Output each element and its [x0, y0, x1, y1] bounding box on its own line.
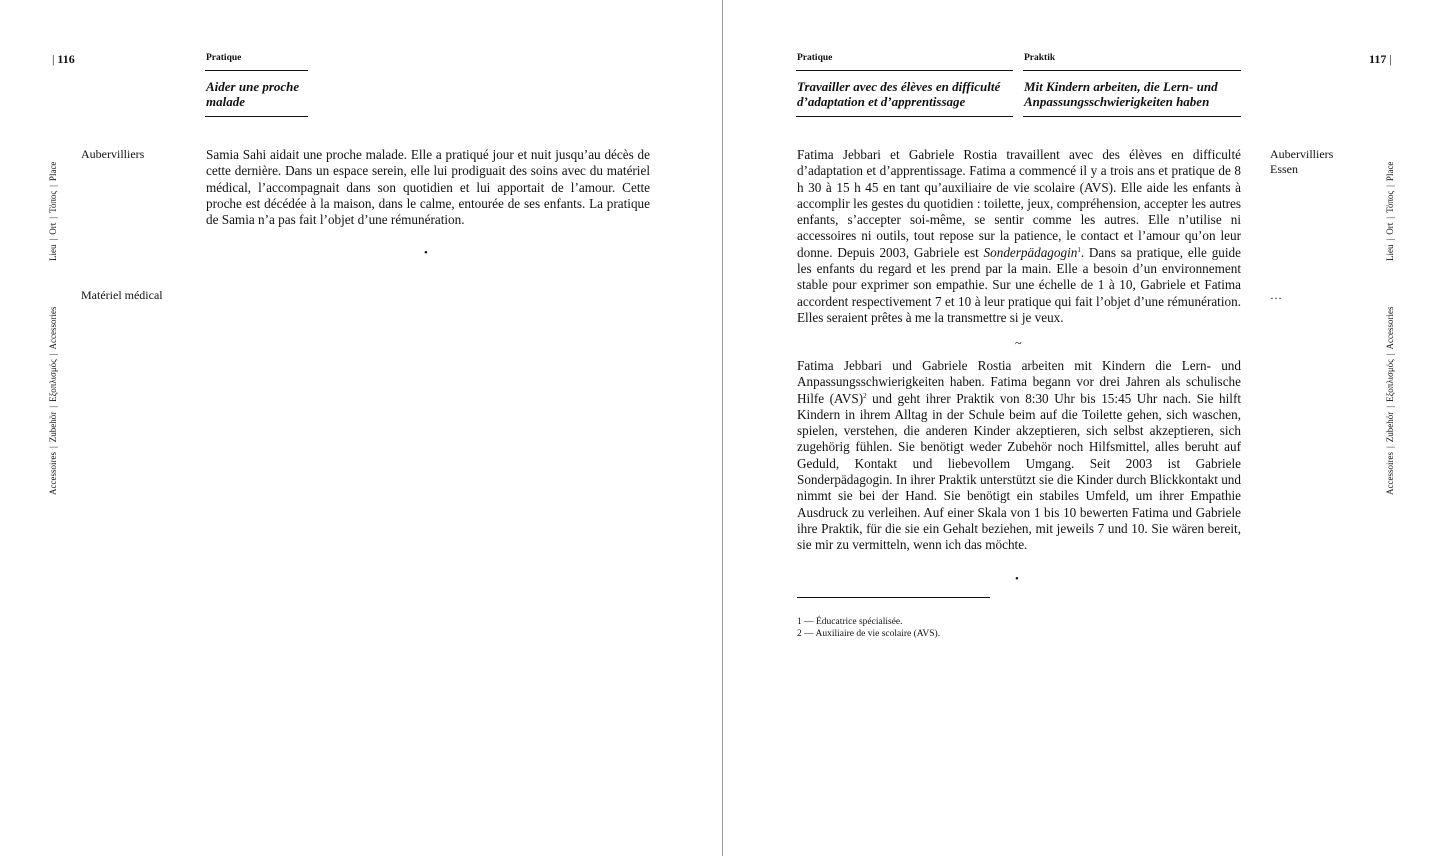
folio-bar: | — [52, 52, 55, 66]
practice-title: Aider une proche malade — [206, 79, 300, 109]
vertical-label-item: Zubehör — [1385, 411, 1395, 443]
vertical-label-item: Place — [1385, 161, 1395, 182]
section-label-fr: Pratique — [797, 53, 833, 63]
vertical-label-accessories — [48, 306, 58, 495]
section-label-de: Praktik — [1024, 53, 1056, 63]
vertical-label-item: Accessories — [1385, 306, 1395, 350]
vertical-separator: | — [1385, 238, 1395, 241]
vertical-label-item: Accessories — [48, 306, 58, 350]
vertical-label-item: Lieu — [48, 244, 58, 261]
footnote-ref-1: 1 — [1077, 245, 1081, 254]
folio-number: 117 — [1369, 52, 1387, 66]
footnote-rule — [797, 597, 990, 598]
vertical-label-item: Place — [48, 161, 58, 182]
title-rule-bottom-de — [1023, 116, 1241, 117]
folio-bar: | — [1389, 52, 1392, 66]
vertical-label-place — [48, 162, 58, 261]
vertical-separator: | — [1385, 353, 1395, 356]
title-rule-top — [205, 70, 308, 71]
end-mark: • — [424, 247, 428, 259]
end-mark: • — [1015, 573, 1019, 585]
page-number-right — [1369, 52, 1392, 67]
body-text-span: Fatima Jebbari und Gabriele Rostia arbeiten mit Kindern die Lern- und Anpassungsschwierigkeiten haben. Fatima begann vor drei Jahren als schulische Hilfe (AVS) — [797, 358, 1241, 406]
body-paragraph-fr — [797, 147, 1241, 326]
vertical-separator: | — [48, 446, 58, 449]
place-value-2: Essen — [1270, 162, 1298, 176]
title-rule-bottom-fr — [796, 116, 1013, 117]
title-rule-top-fr — [796, 70, 1013, 71]
footnotes — [797, 616, 940, 640]
language-separator: ~ — [1015, 336, 1022, 350]
vertical-label-item: Accessoires — [48, 452, 58, 495]
vertical-label-item: Τόπος — [48, 190, 58, 213]
title-rule-bottom — [205, 116, 308, 117]
vertical-label-item: Accessoires — [1385, 452, 1395, 495]
practice-title-de: Mit Kindern arbeiten, die Lern- und Anpassungsschwierigkeiten haben — [1024, 79, 1218, 109]
vertical-separator: | — [1385, 405, 1395, 408]
vertical-label-item: Zubehör — [48, 411, 58, 443]
body-paragraph: Samia Sahi aidait une proche malade. Elle a pratiqué jour et nuit jusqu’au décès de cette dernière. Dans un espace serein, elle lui prodiguait des soins avec du matériel médical, l’accompagnait dans son quotidien et lui apportait de l’amour. Cette proche est décédée à la maison, dans le calme, entourée de ses enfants. La pratique de Samia n’a pas fait l’objet d’une rémunération. — [206, 147, 650, 228]
vertical-label-item: Εξοπλισμός — [48, 359, 58, 402]
place-value: Aubervilliers — [81, 147, 145, 161]
body-text-span: . Dans sa pratique, elle guide les enfants du regard et les prend par la main. Elle a besoin d’un environnement stable pour exprimer son empathie. Sur une échelle de 1 à 10, Gabriele et Fatima accordent respectivement 7 et 10 à leur pratique qui fait l’objet d’une rémunération. Elles seraient prêtes à me la transmettre si je veux. — [797, 244, 1241, 325]
footnote-2: 2 — Auxiliaire de vie scolaire (AVS). — [797, 629, 941, 639]
vertical-separator: | — [48, 405, 58, 408]
page-number-left — [52, 52, 75, 67]
vertical-separator: | — [1385, 446, 1395, 449]
vertical-separator: | — [48, 238, 58, 241]
body-text-span: Fatima Jebbari et Gabriele Rostia travaillent avec des élèves en difficulté d’adaptation et d’apprentissage. Fatima a commencé il y a trois ans et pratique de 8 h 30 à 15 h 45 en tant qu’auxiliaire de vie scolaire (AVS). Elle aide les enfants à accomplir les gestes du quotidien : toilette, jeux, compréhension, accepter les autres enfants, s’accepter soi-même, se sentir comme les autres. Elle n’utilise ni accessoires ni outils, tout repose sur la patience, le contact et l’amour qu’on leur donne. Depuis 2003, Gabriele est — [797, 147, 1241, 260]
vertical-separator: | — [48, 353, 58, 356]
body-text-span: und geht ihrer Praktik von 8:30 Uhr bis 15:45 Uhr nach. Sie hilft Kindern in ihrem Alltag in der Schule beim auf die Toilette gehen, sich waschen, spielen, verstehen, die anderen Kinder akzeptieren, sich selbst akzeptieren, sich zugehörig fühlen. Sie benötigt weder Zubehör noch Hilfsmittel, alles beruht auf Geduld, Kontakt und liebevollem Umgang. Seit 2003 ist Gabriele Sonderpädagogin. In ihrer Praktik unterstützt sie die Kinder durch Blickkontakt und nimmt sie bei der Hand. Sie benötigt ein stabiles Umfeld, um ihrer Empathie Ausdruck zu verleihen. Auf einer Skala von 1 bis 10 bewerten Fatima und Gabriele ihre Praktik, für die sie ein Gehalt beziehen, mit jeweils 7 und 10. Sie wären bereit, sie mir zu vermitteln, wenn ich das möchte. — [797, 390, 1242, 553]
folio-number: 116 — [57, 52, 75, 66]
vertical-label-item: Lieu — [1385, 244, 1395, 261]
left-page — [0, 0, 722, 856]
vertical-separator: | — [1385, 185, 1395, 187]
vertical-label-place — [1385, 162, 1395, 261]
vertical-label-item: Ort — [48, 222, 58, 235]
term-sonderpaedagogin: Sonderpädagogin — [983, 244, 1078, 260]
vertical-separator: | — [48, 216, 58, 219]
title-rule-top-de — [1023, 70, 1241, 71]
footnote-1: 1 — Éducatrice spécialisée. — [797, 617, 903, 627]
accessory-value: Matériel médical — [81, 288, 163, 302]
place-value-1: Aubervilliers — [1270, 147, 1334, 161]
vertical-label-item: Τόπος — [1385, 190, 1395, 213]
footnote-ref-2: 2 — [863, 391, 867, 400]
practice-title-fr: Travailler avec des élèves en difficulté d’adaptation et d’apprentissage — [797, 79, 1001, 109]
place-value — [1270, 147, 1333, 177]
vertical-separator: | — [1385, 216, 1395, 219]
vertical-label-item: Εξοπλισμός — [1385, 359, 1395, 402]
vertical-label-item: Ort — [1385, 222, 1395, 235]
section-label: Pratique — [206, 53, 242, 63]
body-paragraph-de — [797, 358, 1241, 554]
right-page — [723, 0, 1445, 856]
vertical-separator: | — [48, 185, 58, 187]
accessory-value: … — [1270, 288, 1282, 302]
vertical-label-accessories — [1385, 306, 1395, 495]
